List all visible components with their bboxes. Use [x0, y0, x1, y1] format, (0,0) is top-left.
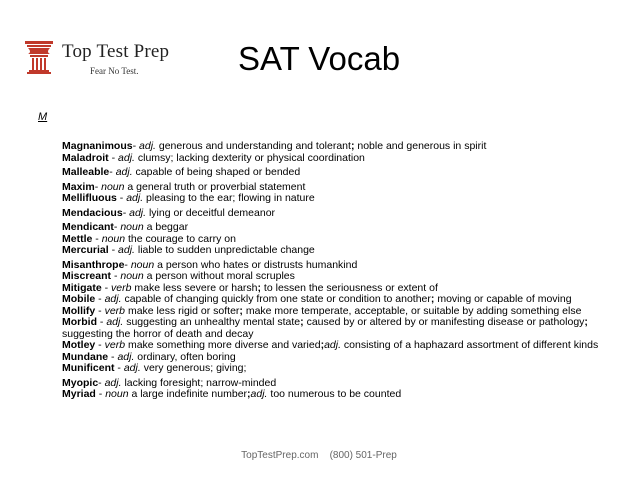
footer — [0, 450, 638, 461]
vocab-group — [62, 378, 602, 401]
vocab-word: Mettle — [62, 232, 93, 245]
vocab-separator: - — [124, 258, 131, 271]
footer-phone: (800) 501-Prep — [329, 450, 397, 461]
vocab-word: Morbid — [62, 316, 97, 328]
section-letter: M — [38, 111, 48, 123]
definition-text: capable of being shaped or bended — [132, 166, 301, 178]
definition-text: noble and generous in spirit — [354, 140, 487, 152]
part-of-speech: adj. — [117, 350, 135, 363]
definition-text: caused by or altered by or manifesting disease or pathology — [303, 316, 585, 328]
vocab-group — [62, 141, 602, 164]
part-of-speech: adj. — [104, 293, 122, 305]
vocab-entry — [62, 389, 602, 401]
vocab-group — [62, 208, 602, 220]
vocab-word: Mitigate — [62, 281, 102, 294]
vocab-word: Myopic — [62, 376, 99, 389]
vocab-word: Miscreant — [62, 270, 112, 282]
definition-text: capable of changing quickly from one state or condition to another — [121, 293, 431, 305]
vocab-separator: - — [111, 270, 121, 282]
part-of-speech: adj. — [106, 316, 124, 328]
vocab-word: Mollify — [62, 304, 96, 317]
definition-text: make something more diverse and varied — [125, 339, 321, 351]
definition-separator: ; — [350, 140, 355, 152]
definition-separator: ; — [300, 316, 304, 328]
vocab-separator: - — [108, 151, 119, 164]
definition-text: very generous; giving; — [140, 362, 247, 374]
vocab-word: Munificent — [62, 362, 115, 374]
definition-text: a large indefinite number — [128, 388, 248, 400]
vocab-separator: - — [95, 388, 106, 400]
definition-text: ordinary, often boring — [134, 350, 236, 363]
vocab-entry — [62, 167, 602, 179]
part-of-speech: adj. — [118, 151, 135, 164]
vocab-separator: - — [122, 206, 130, 219]
definition-text: make less severe or harsh — [131, 281, 258, 294]
vocab-separator: - — [95, 304, 105, 317]
logo — [24, 39, 184, 79]
part-of-speech: adj. — [123, 362, 141, 374]
page-title: SAT Vocab — [238, 40, 401, 77]
part-of-speech: verb — [104, 304, 126, 317]
logo-name: Top Test Prep — [62, 41, 170, 62]
definition-text: a person without moral scruples — [143, 270, 295, 282]
definition-text: to lessen the seriousness or extent of — [261, 281, 438, 294]
vocab-separator: - — [98, 376, 105, 389]
part-of-speech: noun — [120, 221, 144, 233]
vocab-word: Mendacious — [62, 206, 123, 219]
vocab-word: Mobile — [62, 293, 96, 305]
vocab-separator: - — [92, 232, 102, 245]
definition-text: suggesting the horror of death and decay — [62, 327, 254, 340]
part-of-speech: adj. — [118, 244, 135, 256]
part-of-speech: verb — [104, 339, 126, 351]
definition-text: lying or deceitful demeanor — [146, 206, 276, 219]
vocab-separator: - — [101, 281, 112, 294]
part-of-speech: noun — [101, 232, 126, 245]
definition-text: liable to sudden unpredictable change — [134, 244, 315, 256]
definition-separator: ; — [320, 339, 325, 351]
part-of-speech: noun — [120, 270, 144, 282]
definition-text: a beggar — [143, 221, 189, 233]
definition-text: consisting of a haphazard assortment of different kinds — [341, 339, 599, 351]
vocab-separator: - — [114, 362, 124, 374]
definition-text: a person who hates or distrusts humankind — [154, 258, 358, 271]
vocab-word: Mendicant — [62, 221, 114, 233]
vocab-entry — [62, 317, 602, 340]
vocab-separator: - — [94, 180, 102, 193]
definition-text: moving or capable of moving — [434, 293, 572, 305]
vocab-separator: - — [109, 166, 116, 178]
definition-text: the courage to carry on — [125, 232, 236, 245]
vocab-word: Magnanimous — [62, 140, 133, 152]
part-of-speech: noun — [101, 180, 125, 193]
vocab-entry — [62, 193, 602, 205]
definition-separator: ; — [257, 281, 262, 294]
definition-text: too numerous to be counted — [267, 388, 402, 400]
vocab-entry — [62, 208, 602, 220]
part-of-speech: adj. — [139, 140, 156, 152]
definition-separator: ; — [247, 388, 251, 400]
part-of-speech: adj. — [126, 192, 144, 204]
vocab-separator: - — [95, 339, 105, 351]
vocab-group — [62, 222, 602, 257]
vocab-separator: - — [97, 316, 107, 328]
vocab-word: Malleable — [62, 166, 110, 178]
vocab-word: Maladroit — [62, 151, 109, 164]
vocab-separator: - — [113, 221, 121, 233]
vocab-word: Mellifluous — [62, 192, 117, 204]
definition-text: make less rigid or softer — [125, 304, 240, 317]
part-of-speech: adj. — [104, 376, 122, 389]
part-of-speech: noun — [130, 258, 155, 271]
definition-text: lacking foresight; narrow-minded — [121, 376, 277, 389]
vocab-entry — [62, 153, 602, 165]
definition-separator: ; — [584, 316, 588, 328]
definition-text: clumsy; lacking dexterity or physical coordination — [134, 151, 365, 164]
part-of-speech: noun — [105, 388, 129, 400]
vocab-word: Misanthrope — [62, 258, 125, 271]
definition-text: make more temperate, acceptable, or suitable by adding something else — [242, 304, 582, 317]
logo-tagline: Fear No Test. — [90, 66, 139, 76]
vocab-group — [62, 182, 602, 205]
definition-text: suggesting an unhealthy mental state — [123, 316, 301, 328]
part-of-speech: adj. — [115, 166, 133, 178]
vocab-separator: - — [95, 293, 105, 305]
vocab-separator: - — [108, 350, 118, 363]
vocab-entry — [62, 245, 602, 257]
vocab-group — [62, 260, 602, 375]
part-of-speech: adj. — [129, 206, 147, 219]
part-of-speech: adj. — [250, 388, 268, 400]
vocab-word: Myriad — [62, 388, 96, 400]
vocab-list — [62, 141, 602, 404]
definition-text: a general truth or proverbial statement — [124, 180, 306, 193]
vocab-group — [62, 167, 602, 179]
footer-website: TopTestPrep.com — [241, 450, 319, 461]
vocab-separator: - — [132, 140, 140, 152]
part-of-speech: verb — [111, 281, 132, 294]
definition-text: pleasing to the ear; flowing in nature — [143, 192, 315, 204]
definition-separator: ; — [430, 293, 435, 305]
definition-separator: ; — [239, 304, 243, 317]
vocab-word: Motley — [62, 339, 96, 351]
vocab-word: Mercurial — [62, 244, 109, 256]
vocab-word: Maxim — [62, 180, 95, 193]
vocab-word: Mundane — [62, 350, 109, 363]
vocab-separator: - — [108, 244, 119, 256]
definition-text: generous and understanding and tolerant — [155, 140, 351, 152]
part-of-speech: adj. — [324, 339, 341, 351]
column-capital-icon — [24, 39, 54, 75]
vocab-entry — [62, 363, 602, 375]
vocab-separator: - — [116, 192, 127, 204]
